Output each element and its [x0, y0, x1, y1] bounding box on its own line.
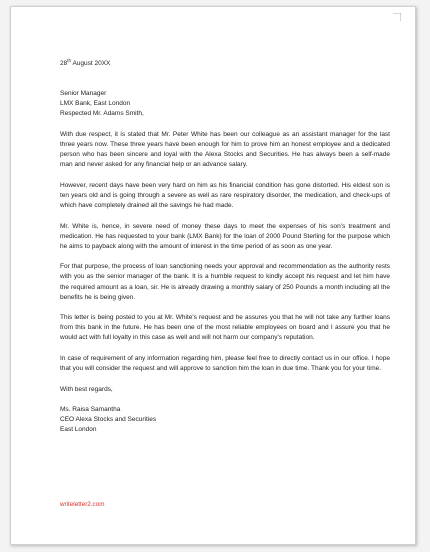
date-suffix: th — [67, 58, 71, 63]
date-day: 28 — [60, 60, 68, 67]
recipient-block — [60, 89, 390, 119]
letter-content — [60, 59, 390, 436]
recipient-title: Senior Manager — [60, 90, 107, 98]
date-month-year: August 20XX — [71, 60, 111, 67]
body-paragraph-4: For that purpose, the process of loan sanctioning needs your approval and recommendation as the authority rests with you as the senior manager of the bank. It is a humble request to kindly accept his request and let him have the required amount as a loan, sir. He is already drawing a monthly salary of 250 Pounds a month including all the benefits he is being given. — [60, 263, 390, 301]
sender-name: Ms. Raisa Samantha — [60, 406, 121, 414]
recipient-bank: LMX Bank, East London — [60, 100, 131, 108]
sender-location: East London — [60, 426, 97, 434]
sender-role: CEO Alexa Stocks and Securities — [60, 416, 157, 424]
body-paragraph-2: However, recent days have been very hard on him as his financial condition has gone distorted. His eldest son is ten years old and is going through a severe as well as rare respiratory disorder, the medication, and check-ups of which have completely drained all the savings he had made. — [60, 181, 390, 209]
page-corner-mark — [393, 13, 401, 21]
letter-date — [60, 59, 390, 69]
salutation: Respected Mr. Adams Smith, — [60, 110, 144, 118]
closing: With best regards, — [60, 385, 113, 393]
signature-block — [60, 405, 390, 435]
body-paragraph-5: This letter is being posted to you at Mr. White's request and he assures you that he will not take any further loans from this bank in the future. He has been one of the most reliable employees on board and I assure you that he would act with full loyalty in this case as well and will not harm our company's reputation. — [60, 314, 390, 342]
body-paragraph-3: Mr. White is, hence, in severe need of money these days to meet the expenses of his son's treatment and medication. He has requested to your bank (LMX Bank) for the loan of 2000 Pound Sterling for the purpose which he aims to payback along with the amount of interest in the time period of as soon as one year. — [60, 222, 390, 250]
footer-source-link[interactable]: writeletter2.com — [60, 501, 105, 508]
body-paragraph-6: In case of requirement of any information regarding him, please feel free to directly contact us in our office. I hope that you will consider the request and will approve to sanction him the loan in due time. Thank you for your time. — [60, 354, 390, 373]
body-paragraph-1: With due respect, it is stated that Mr. Peter White has been our colleague as an assistant manager for the last three years now. These three years have been enough for him to prove him an honest employee and a dedicated person who has been sincere and loyal with the Alexa Stocks and Securities. He has always been a self-made man and never asked for any financial help or an advance salary. — [60, 130, 390, 169]
letter-page — [10, 6, 416, 545]
